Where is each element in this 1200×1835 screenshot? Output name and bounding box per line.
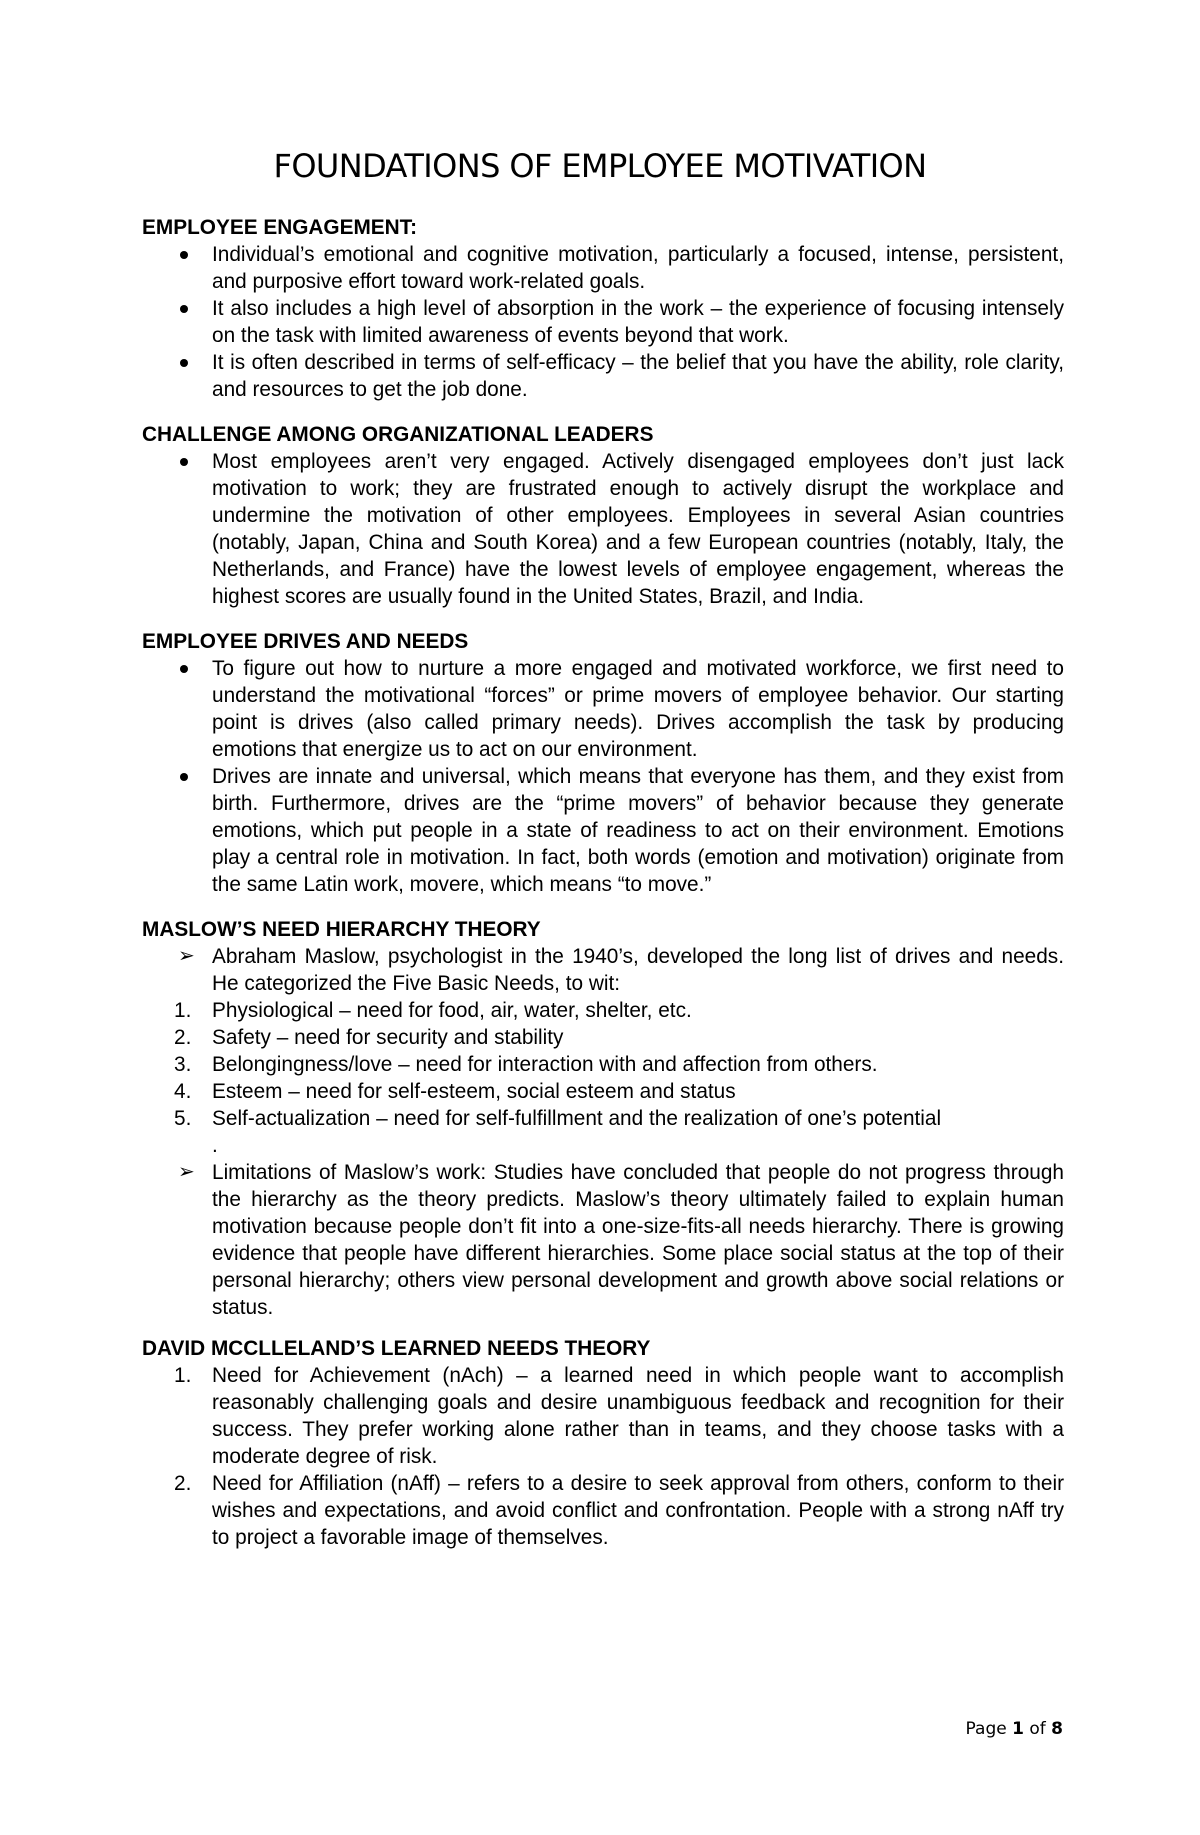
section-heading: DAVID MCCLLELAND’S LEARNED NEEDS THEORY [142,1337,651,1360]
arrow-bullet-icon: ➢ [178,945,195,967]
list-item-text: Physiological – need for food, air, water, shelter, etc. [212,999,692,1022]
total-pages: 8 [1051,1719,1063,1739]
list-item [142,448,1064,610]
list-number: 2. [174,1026,192,1049]
numbered-list [142,997,1064,1132]
section-mcclelland [142,1335,1064,1551]
bullet-list [142,655,1064,898]
list-item-text: Safety – need for security and stability [212,1026,564,1049]
of-label: of [1029,1719,1046,1739]
list-item-text: It is often described in terms of self-efficacy – the belief that you have the ability, role clarity, and resources to get the job done. [212,351,1064,401]
list-item-text: Esteem – need for self-esteem, social esteem and status [212,1080,736,1103]
list-number: 4. [174,1080,192,1103]
document-body [142,214,1064,1569]
bullet-list [142,448,1064,610]
arrow-item-text: Abraham Maslow, psychologist in the 1940’s, developed the long list of drives and needs. He categorized the Five Basic Needs, to wit: [212,945,1064,995]
list-item-text: Most employees aren’t very engaged. Actively disengaged employees don’t just lack motivation to work; they are frustrated enough to actively disrupt the workplace and undermine the motivation of other employees. Employees in several Asian countries (notably, Japan, China and South Korea) and a few European countries (notably, Italy, the Netherlands, and France) have the lowest levels of employee engagement, whereas the highest scores are usually found in the United States, Brazil, and India. [212,450,1064,608]
section-heading: EMPLOYEE DRIVES AND NEEDS [142,630,469,653]
list-item-text: Belongingness/love – need for interaction with and affection from others. [212,1053,878,1076]
list-item-text: It also includes a high level of absorption in the work – the experience of focusing intensely on the task with limited awareness of events beyond that work. [212,297,1064,347]
document-title: FOUNDATIONS OF EMPLOYEE MOTIVATION [273,147,927,185]
list-number: 2. [174,1472,192,1495]
list-item-text: Individual’s emotional and cognitive motivation, particularly a focused, intense, persistent, and purposive effort toward work-related goals. [212,243,1064,293]
list-number: 3. [174,1053,192,1076]
section-heading: MASLOW’S NEED HIERARCHY THEORY [142,918,541,941]
list-item [142,295,1064,349]
list-item-text: Self-actualization – need for self-fulfillment and the realization of one’s potential [212,1107,942,1130]
list-item-text: Drives are innate and universal, which means that everyone has them, and they exist from birth. Furthermore, drives are the “prime movers” of behavior because they generate emotions, which put people in a state of readiness to act on their environment. Emotions play a central role in motivation. In fact, both words (emotion and motivation) originate from the same Latin work, movere, which means “to move.” [212,765,1064,896]
list-item [142,1051,1064,1078]
list-item [142,1105,1064,1132]
list-number: 1. [174,999,192,1022]
stray-period: . [212,1134,218,1157]
page-label: Page [965,1719,1007,1739]
list-number: 1. [174,1364,192,1387]
section-drives-needs [142,628,1064,898]
arrow-item [142,943,1064,997]
list-item [142,1362,1064,1470]
section-maslow [142,916,1064,1321]
page-number [966,1719,1063,1739]
list-item [142,1470,1064,1551]
list-item [142,997,1064,1024]
section-heading: CHALLENGE AMONG ORGANIZATIONAL LEADERS [142,423,654,446]
arrow-item [142,1159,1064,1321]
list-item [142,655,1064,763]
list-item-text: Need for Affiliation (nAff) – refers to a desire to seek approval from others, conform to their wishes and expectations, and avoid conflict and confrontation. People with a strong nAff try to project a favorable image of themselves. [212,1472,1064,1549]
numbered-list [142,1362,1064,1551]
list-item [142,241,1064,295]
list-item [142,349,1064,403]
list-item-text: To figure out how to nurture a more engaged and motivated workforce, we first need to understand the motivational “forces” or prime movers of employee behavior. Our starting point is drives (also called primary needs). Drives accomplish the task by producing emotions that energize us to act on our environment. [212,657,1064,761]
list-item [142,1024,1064,1051]
list-item [142,1078,1064,1105]
section-challenge [142,421,1064,610]
current-page: 1 [1012,1719,1024,1739]
arrow-item-text: Limitations of Maslow’s work: Studies have concluded that people do not progress through the hierarchy as the theory predicts. Maslow’s theory ultimately failed to explain human motivation because people don’t fit into a one-size-fits-all needs hierarchy. There is growing evidence that people have different hierarchies. Some place social status at the top of their personal hierarchy; others view personal development and growth above social relations or status. [212,1161,1064,1319]
list-item-text: Need for Achievement (nAch) – a learned need in which people want to accomplish reasonably challenging goals and desire unambiguous feedback and recognition for their success. They prefer working alone rather than in teams, and they choose tasks with a moderate degree of risk. [212,1364,1064,1468]
list-item [142,763,1064,898]
arrow-bullet-icon: ➢ [178,1161,195,1183]
bullet-list [142,241,1064,403]
section-heading: EMPLOYEE ENGAGEMENT: [142,216,418,239]
list-number: 5. [174,1107,192,1130]
section-employee-engagement [142,214,1064,403]
